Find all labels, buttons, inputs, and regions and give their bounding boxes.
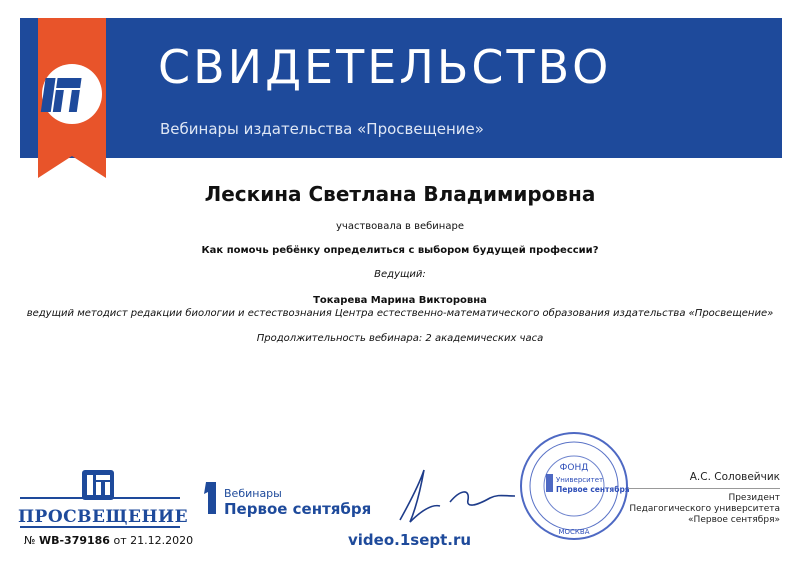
- first-september-logo-icon: [202, 480, 220, 516]
- publisher-ribbon-logo: [38, 18, 106, 178]
- signature-line: [628, 488, 780, 489]
- certificate-date-prefix: от: [113, 534, 127, 547]
- publisher-logo-rule-bottom: [20, 526, 180, 528]
- certificate-number-label: №: [24, 534, 36, 547]
- certificate-subtitle: Вебинары издательства «Просвещение»: [160, 120, 484, 138]
- webinars-logo-line1: Вебинары: [224, 487, 282, 500]
- certificate-number: WB-379186: [38, 534, 110, 547]
- stamp-city: МОСКВА: [558, 528, 590, 536]
- host-label: Ведущий:: [374, 269, 426, 280]
- certificate-title: СВИДЕТЕЛЬСТВО: [158, 40, 612, 94]
- host-role: ведущий методист редакции биологии и естествознания Центра естественно-математического образования издательства «Просвещение»: [26, 308, 774, 319]
- website-link[interactable]: video.1sept.ru: [348, 531, 472, 549]
- signatory-role: [620, 493, 780, 526]
- certificate-date: 21.12.2020: [130, 534, 194, 547]
- stamp-fund: ФОНД: [559, 463, 589, 473]
- webinar-duration: Продолжительность вебинара: 2 академических часа: [256, 333, 544, 344]
- signatory-role-line3: «Первое сентября»: [688, 515, 780, 525]
- participation-text: участвовала в вебинаре: [336, 221, 464, 232]
- stamp-line2: Первое сентября: [556, 485, 630, 494]
- publisher-logo-text: ПРОСВЕЩЕНИЕ: [18, 507, 189, 527]
- signature-image: [380, 462, 530, 532]
- recipient-name: Лескина Светлана Владимировна: [204, 182, 596, 206]
- signatory-role-line1: Президент: [728, 493, 780, 503]
- certificate-number-line: [24, 534, 193, 547]
- publisher-logo-icon: [82, 470, 114, 500]
- signatory-role-line2: Педагогического университета: [629, 504, 780, 514]
- signatory-name: А.С. Соловейчик: [689, 471, 780, 483]
- official-stamp: [518, 430, 630, 542]
- publisher-logo-rule: [20, 497, 180, 499]
- ip-logo-icon: [41, 78, 82, 112]
- webinars-logo-line2: Первое сентября: [224, 500, 372, 518]
- host-name: Токарева Марина Викторовна: [313, 295, 487, 306]
- stamp-line1: Университет: [556, 476, 604, 484]
- webinar-topic: Как помочь ребёнку определиться с выбором будущей профессии?: [201, 245, 599, 256]
